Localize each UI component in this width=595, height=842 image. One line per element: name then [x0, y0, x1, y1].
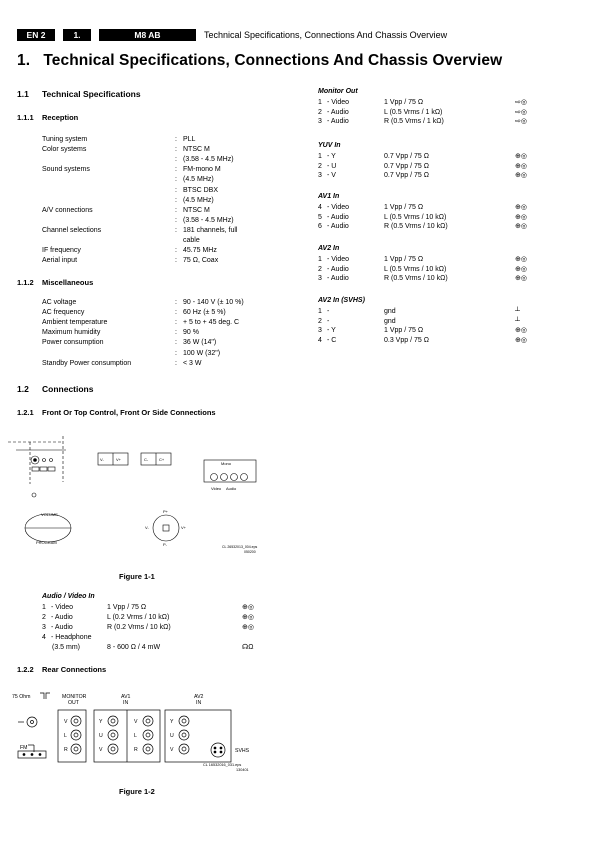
pin-value: 0.7 Vpp / 75 Ω	[384, 162, 429, 170]
spec-colon: :	[175, 257, 177, 265]
input-connector-icon: ⊕◎	[515, 336, 527, 344]
pin-number: 1	[318, 308, 322, 315]
input-connector-icon: ⊕◎	[515, 204, 527, 211]
pin-signal: - Video	[327, 99, 350, 106]
pin-signal: - C	[327, 336, 337, 344]
spec-row	[42, 226, 302, 236]
pin-value: 0.7 Vpp / 75 Ω	[384, 153, 429, 160]
spec-colon: :	[175, 339, 177, 347]
fig2-monitor: MONITOR	[62, 694, 87, 700]
spec-colon: :	[175, 176, 177, 184]
spec-colon: :	[175, 166, 177, 174]
fig2-svhs: SVHS	[235, 748, 250, 754]
pin-value: 8 - 600 Ω / 4 mW	[107, 644, 161, 651]
fig1-p-plus: P+	[163, 509, 169, 514]
fig1-mono: Mono	[221, 461, 232, 466]
svg-text:U: U	[99, 733, 103, 739]
pin-signal: - Y	[327, 153, 336, 160]
pin-signal: - Audio	[327, 265, 349, 273]
connection-row	[318, 117, 578, 127]
pin-signal: - Headphone	[51, 634, 92, 641]
pin-signal: -	[327, 317, 330, 325]
spec-value: < 3 W	[183, 359, 202, 367]
spec-label: AC frequency	[42, 309, 85, 317]
svg-text:L: L	[64, 733, 67, 739]
pin-signal: - Video	[327, 204, 350, 211]
connection-row	[42, 603, 272, 613]
pin-signal: - Audio	[51, 624, 73, 631]
page-title: 1. Technical Specifications, Connections And Chassis Overview	[17, 52, 503, 69]
chapter-badge: 1.	[63, 29, 91, 41]
spec-value: NTSC M	[183, 206, 210, 214]
pin-number: 2	[318, 265, 322, 273]
pin-number: 2	[318, 317, 322, 325]
spec-row	[42, 338, 302, 348]
pin-number: 3	[42, 624, 46, 631]
connection-row	[318, 152, 578, 162]
fig1-v-plus-2: V+	[181, 525, 187, 530]
spec-value: 75 Ω, Coax	[183, 257, 219, 265]
spec-label: Aerial input	[42, 257, 78, 265]
figure-1-1-caption: Figure 1-1	[119, 572, 155, 581]
pin-number: 3	[318, 327, 322, 335]
output-connector-icon: ⇨◎	[515, 118, 527, 126]
connection-row	[318, 307, 578, 317]
svg-text:V: V	[170, 747, 174, 753]
spec-value: 181 channels, full	[183, 226, 238, 234]
connection-row	[42, 613, 272, 623]
pin-value: 1 Vpp / 75 Ω	[384, 327, 424, 335]
fig1-v-plus: V+	[116, 457, 122, 462]
spec-label: AC voltage	[42, 299, 77, 306]
spec-value: + 5 to + 45 deg. C	[183, 319, 240, 327]
pin-value: R (0.5 Vrms / 1 kΩ)	[384, 118, 444, 126]
fig1-v-minus: V-	[100, 457, 104, 462]
svg-text:V: V	[64, 719, 68, 725]
pin-value: 1 Vpp / 75 Ω	[107, 604, 147, 611]
group-title-monitor-out: Monitor Out	[318, 88, 358, 95]
spec-label: A/V connections	[42, 206, 93, 214]
pin-number: 4	[42, 634, 46, 641]
fig2-av2-in: IN	[196, 700, 202, 706]
connection-row	[318, 98, 578, 108]
pin-number: 3	[318, 275, 322, 283]
spec-colon: :	[175, 136, 177, 143]
svg-text:V: V	[99, 747, 103, 753]
spec-colon: :	[175, 359, 177, 367]
input-connector-icon: ⊕◎	[242, 614, 254, 621]
fig1-p-minus: P-	[163, 542, 167, 547]
fig2-av2: AV2	[194, 694, 204, 700]
pin-signal: (3.5 mm)	[52, 644, 80, 651]
pin-value: gnd	[384, 308, 396, 315]
spec-colon: :	[175, 206, 177, 214]
pin-value: 0.7 Vpp / 75 Ω	[384, 172, 429, 180]
spec-label: Color systems	[42, 146, 87, 154]
pin-number: 2	[318, 108, 322, 116]
spec-label: Standby Power consumption	[42, 359, 132, 367]
fig2-ref: CL 16532016_031.eps	[203, 763, 242, 767]
spec-colon: :	[175, 226, 177, 234]
pin-number: 1	[318, 153, 322, 160]
spec-label: Maximum humidity	[42, 329, 101, 337]
fig1-c-plus: C+	[159, 457, 165, 462]
spec-row	[42, 135, 302, 145]
connection-row	[318, 222, 578, 232]
headphone-icon: ☊Ω	[242, 644, 254, 651]
spec-row	[42, 246, 302, 256]
spec-value: 100 W (32")	[183, 349, 221, 357]
fig1-program: PROGRAM	[36, 540, 57, 545]
pin-value: gnd	[384, 317, 396, 325]
pin-number: 1	[318, 256, 322, 263]
spec-label: Power consumption	[42, 339, 104, 347]
input-connector-icon: ⊕◎	[515, 256, 527, 263]
pin-number: 5	[318, 213, 322, 221]
pin-number: 1	[42, 604, 46, 611]
spec-value: 36 W (14")	[183, 339, 217, 347]
input-connector-icon: ⊕◎	[242, 624, 254, 631]
svg-text:Y: Y	[99, 719, 103, 725]
spec-colon: :	[175, 186, 177, 194]
input-connector-icon: ⊕◎	[515, 213, 527, 221]
spec-colon: :	[175, 216, 177, 224]
spec-row	[42, 216, 302, 226]
pin-signal: - Video	[51, 604, 74, 611]
spec-value: cable	[183, 237, 200, 244]
spec-label: Ambient temperature	[42, 319, 108, 327]
connection-row	[318, 274, 578, 284]
svg-text:Y: Y	[170, 719, 174, 725]
spec-colon: :	[175, 349, 177, 357]
pin-number: 2	[318, 162, 322, 170]
pin-signal: - U	[327, 162, 337, 170]
pin-value: 1 Vpp / 75 Ω	[384, 204, 424, 211]
spec-row	[42, 155, 302, 165]
connection-row	[318, 162, 578, 172]
spec-value: (4.5 MHz)	[183, 196, 214, 204]
input-connector-icon: ⊕◎	[515, 327, 527, 335]
input-connector-icon: ⊕◎	[515, 153, 527, 160]
fig2-date: 130401	[236, 768, 249, 772]
pin-number: 4	[318, 204, 322, 211]
connection-row	[318, 213, 578, 223]
output-connector-icon: ⇨◎	[515, 108, 527, 116]
pin-signal: - Audio	[327, 213, 349, 221]
input-connector-icon: ⊕◎	[515, 162, 527, 170]
pin-signal: - Audio	[327, 118, 349, 126]
spec-colon: :	[175, 309, 177, 317]
spec-row	[42, 328, 302, 338]
spec-row	[42, 298, 302, 308]
connection-row	[318, 255, 578, 265]
spec-colon: :	[175, 156, 177, 164]
spec-colon: :	[175, 247, 177, 255]
spec-value: BTSC DBX	[183, 186, 219, 194]
figure-1-2-caption: Figure 1-2	[119, 787, 155, 796]
fig2-av1: AV1	[121, 694, 131, 700]
fig1-c-minus: C-	[144, 457, 149, 462]
page-number-badge: EN 2	[17, 29, 55, 41]
group-title-av2-in: AV2 In	[318, 245, 340, 252]
fig1-date: 050200	[244, 550, 256, 554]
input-connector-icon: ⊕◎	[515, 275, 527, 283]
spec-colon: :	[175, 196, 177, 204]
connection-row	[42, 633, 272, 643]
spec-value: 90 %	[183, 329, 199, 337]
pin-value: 1 Vpp / 75 Ω	[384, 256, 424, 263]
pin-signal: - Y	[327, 327, 336, 335]
spec-row	[42, 145, 302, 155]
spec-label: IF frequency	[42, 247, 81, 255]
pin-number: 1	[318, 99, 322, 106]
spec-label: Channel selections	[42, 226, 102, 234]
spec-value: 90 - 140 V (± 10 %)	[183, 299, 244, 306]
group-title-yuv-in: YUV In	[318, 142, 341, 149]
pin-signal: - Video	[327, 256, 350, 263]
spec-row	[42, 186, 302, 196]
fig2-ant-label: 75 Ohm	[12, 694, 31, 700]
spec-colon: :	[175, 299, 177, 306]
spec-row	[42, 256, 302, 266]
svg-text:L: L	[134, 733, 137, 739]
pin-value: R (0.5 Vrms / 10 kΩ)	[384, 223, 448, 231]
pin-value: L (0.5 Vrms / 10 kΩ)	[384, 213, 447, 221]
model-badge: M8 AB	[99, 29, 196, 41]
fig1-v-minus-2: V-	[145, 525, 149, 530]
header-title: Technical Specifications, Connections And Chassis Overview	[204, 30, 448, 40]
pin-signal: - Audio	[51, 614, 73, 621]
input-connector-icon: ⊕◎	[515, 223, 527, 231]
pin-number: 4	[318, 336, 322, 344]
spec-value: PLL	[183, 136, 196, 143]
fig1-video: Video	[211, 486, 222, 491]
ground-icon: ┴	[515, 317, 520, 325]
fig1-volume: VOLUME	[41, 512, 58, 517]
spec-label: Sound systems	[42, 166, 90, 174]
pin-number: 3	[318, 118, 322, 126]
spec-row	[42, 196, 302, 206]
pin-number: 3	[318, 172, 322, 180]
fig1-audio: Audio	[226, 486, 237, 491]
group-title-av2-svhs: AV2 In (SVHS)	[318, 297, 365, 304]
group-title-av1-in: AV1 In	[318, 193, 340, 200]
spec-value: NTSC M	[183, 146, 210, 154]
spec-colon: :	[175, 319, 177, 327]
spec-colon: :	[175, 329, 177, 337]
pin-value: 0.3 Vpp / 75 Ω	[384, 336, 429, 344]
spec-row	[42, 236, 302, 246]
pin-signal: - Audio	[327, 275, 349, 283]
spec-row	[42, 165, 302, 175]
spec-row	[42, 318, 302, 328]
pin-value: L (0.2 Vrms / 10 kΩ)	[107, 614, 170, 621]
pin-value: L (0.5 Vrms / 10 kΩ)	[384, 265, 447, 273]
svg-text:U: U	[170, 733, 174, 739]
spec-label: Tuning system	[42, 136, 88, 143]
spec-value: FM-mono M	[183, 166, 221, 174]
pin-signal: - Audio	[327, 223, 349, 231]
connection-row	[318, 265, 578, 275]
connection-row	[318, 326, 578, 336]
spec-value: 60 Hz (± 5 %)	[183, 309, 226, 317]
spec-row	[42, 175, 302, 185]
spec-row	[42, 359, 302, 369]
svg-text:R: R	[134, 747, 138, 753]
connection-row	[318, 203, 578, 213]
pin-value: L (0.5 Vrms / 1 kΩ)	[384, 108, 443, 116]
input-connector-icon: ⊕◎	[515, 172, 527, 180]
connection-row	[318, 317, 578, 327]
connection-row	[42, 623, 272, 633]
fig2-out: OUT	[68, 700, 79, 706]
input-connector-icon: ⊕◎	[515, 265, 527, 273]
spec-row	[42, 308, 302, 318]
connection-row	[318, 336, 578, 346]
svg-text:R: R	[64, 747, 68, 753]
pin-value: R (0.5 Vrms / 10 kΩ)	[384, 275, 448, 283]
ground-icon: ┴	[515, 308, 520, 315]
figure-1-1-diagram	[8, 432, 268, 572]
spec-value: (4.5 MHz)	[183, 176, 214, 184]
svg-text:V: V	[134, 719, 138, 725]
output-connector-icon: ⇨◎	[515, 99, 527, 106]
spec-row	[42, 206, 302, 216]
spec-value: 45.75 MHz	[183, 247, 217, 255]
pin-value: R (0.2 Vrms / 10 kΩ)	[107, 624, 171, 631]
pin-signal: - Audio	[327, 108, 349, 116]
fig2-av1-in: IN	[123, 700, 129, 706]
figure-1-2-diagram	[10, 690, 260, 782]
spec-colon: :	[175, 146, 177, 154]
connection-row	[42, 643, 272, 653]
spec-value: (3.58 - 4.5 MHz)	[183, 216, 234, 224]
pin-signal: - V	[327, 172, 336, 180]
connection-row	[318, 171, 578, 181]
spec-row	[42, 349, 302, 359]
spec-value: (3.58 - 4.5 MHz)	[183, 156, 234, 164]
pin-number: 6	[318, 223, 322, 231]
connection-row	[318, 108, 578, 118]
pin-signal: -	[327, 308, 330, 315]
input-connector-icon: ⊕◎	[242, 604, 254, 611]
pin-value: 1 Vpp / 75 Ω	[384, 99, 424, 106]
av-video-in-title: Audio / Video In	[42, 593, 95, 600]
fig2-fm: FM	[20, 745, 28, 751]
fig1-ref: CL 26532013_004.eps	[222, 545, 258, 549]
pin-number: 2	[42, 614, 46, 621]
